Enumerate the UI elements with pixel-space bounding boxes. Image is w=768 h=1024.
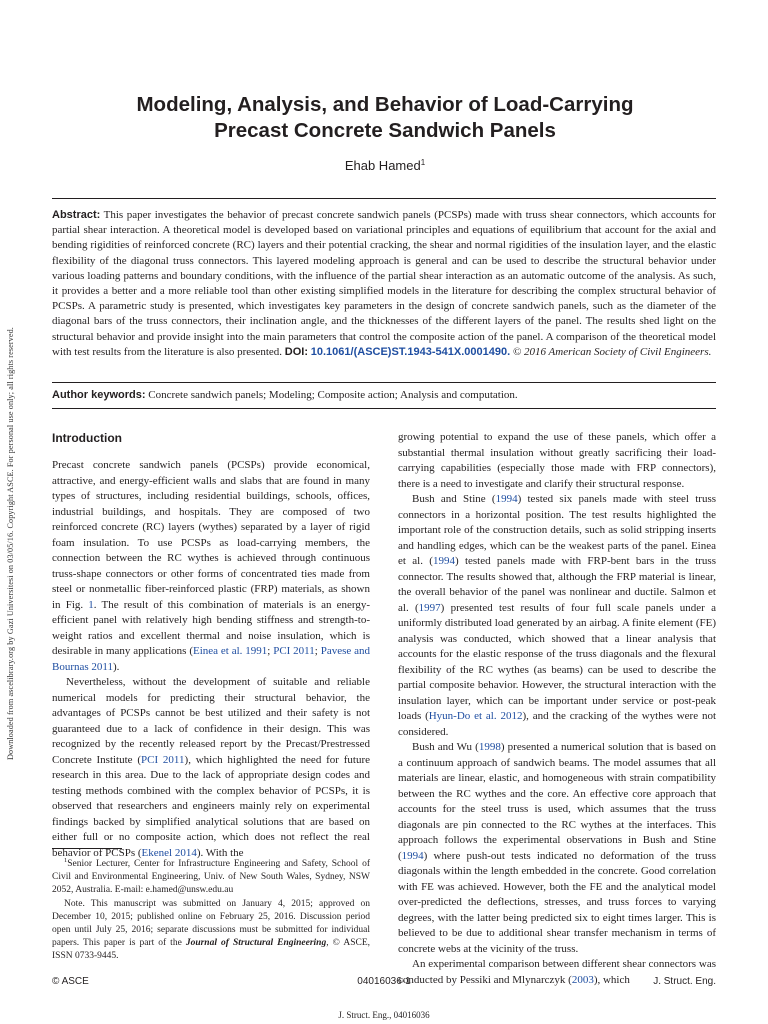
- ref-link[interactable]: PCI 2011: [141, 753, 185, 766]
- abstract-text: This paper investigates the behavior of precast concrete sandwich panels (PCSPs) made with truss shear connectors, which accounts for partial shear interaction. A theoretical model is developed based on variational principles and equations of equilibrium that account for the axial and bending rigidities of reinforced concrete (RC) layers and their potential cracking, the shear and normal rigidities of the insulation layer, and the elastic flexibility of the diagonal truss connectors. This layered modeling approach is general and can be used to describe the structural behavior under various loading patterns and boundary conditions, with the influence of the partial shear interaction as an automatic outcome of the analysis. As such, it provides a better and a more reliable tool than other existing simplified models in the literature for describing the complex structural behavior of PCSPs. A parametric study is presented, which investigates key parameters in the design of concrete sandwich panels, such as the diameter of the diagonal bars of the truss connectors, their inclination angle, and the thicknesses of the different layers of the panel. The results shed light on the structural behavior and provide insight into the main parameters that control the composite action of the panel. A comparison of the theoretical model with test results from the literature is also presented.: [52, 209, 716, 358]
- submission-note: Note. This manuscript was submitted on January 4, 2015; approved on December 10, 2015; published online on February 25, 2016. Discussion period open until July 25, 2016; separate discussions must be submitted for individual papers. This paper is part of the Journal of Structural Engineering, © ASCE, ISSN 0733-9445.: [52, 898, 371, 962]
- author-line: [60, 158, 710, 173]
- keywords-bottom-rule: [52, 408, 716, 409]
- footer-article-number: 04016036-1: [357, 976, 411, 987]
- author-name: Ehab Hamed: [344, 158, 421, 173]
- author-footnote-marker: 1: [420, 158, 426, 167]
- title-line-2: Precast Concrete Sandwich Panels: [214, 119, 556, 142]
- download-notice: [6, 250, 20, 760]
- download-notice-text: Downloaded from ascelibrary.org by Gazi Universitesi on 03/05/16. Copyright ASCE. For personal use only; all rights reserved.: [6, 327, 15, 760]
- bottom-citation: J. Struct. Eng., 04016036: [338, 1010, 430, 1020]
- page-footer: [52, 973, 716, 990]
- journal-name: Journal of Structural Engineering: [185, 938, 327, 949]
- footnote-rule: [52, 848, 122, 849]
- abstract-block: [52, 208, 716, 360]
- introduction-heading: Introduction: [52, 431, 122, 445]
- right-paragraph-1: growing potential to expand the use of these panels, which offer a substantial thermal insulation without greatly sacrificing their load-carrying capabilities (especially those made with FRP connectors), there is a need to investigate and clarify their structural response.: [398, 431, 716, 490]
- paper-title: [60, 92, 710, 144]
- right-paragraph-2: Bush and Stine (1994) tested six panels made with steel truss connectors in a horizontal position. The test results highlighted the important role of the construction details, such as solid stripping inserts and handling edges, which can be the weakest parts of the panel. Einea et al. (1994) tested panels made with FRP-bent bars in the truss connector. The results showed that, although the FRP material is linear, the overall behavior of the panel was nonlinear and ductile. Salmon et al. (1997) presented test results of four full scale panels under a uniformly distributed load generated by an airbag. A finite element (FE) analysis was conducted, which showed that a linear analysis that accounts for the elastic response of the truss diagonals and the flexural flexibility of the RC wythes (as beams) can be used to describe the partial composite behavior. However, the structural interaction with the insulation layer, which can be important under service or post-peak loads (Hyun-Do et al. 2012), and the cracking of the wythes were not considered.: [398, 493, 717, 738]
- ref-link[interactable]: Pavese and Bournas 2011: [52, 645, 371, 673]
- ref-link[interactable]: Hyun-Do et al. 2012: [428, 710, 523, 722]
- author-affiliation: $^1$Senior Lecturer, Center for Infrastructure Engineering and Safety, School of Civil and Environmental Engineering, Univ. of New South Wales, Sydney, NSW 2052, Australia. E-mail: e.hamed@unsw.edu.au: [52, 857, 370, 896]
- ref-link[interactable]: PCI 2011: [273, 645, 315, 657]
- title-line-1: Modeling, Analysis, and Behavior of Load-Carrying: [136, 93, 634, 116]
- doi-link[interactable]: 10.1061/(ASCE)ST.1943-541X.0001490.: [310, 345, 511, 358]
- abstract-label: Abstract:: [52, 209, 101, 221]
- ref-year-link[interactable]: 1994: [495, 493, 518, 505]
- ref-year-link[interactable]: 2003: [571, 973, 594, 986]
- abstract-top-rule: [52, 198, 716, 199]
- ref-year-link[interactable]: 1997: [418, 601, 441, 614]
- intro-paragraph-1: Precast concrete sandwich panels (PCSPs) provide economical, attractive, and energy-efficient walls and slabs that are found in many types of structures, including residential buildings, schools, offices, industrial buildings, and hospitals. They are composed of two reinforced concrete (RC) layers (wythes) separated by a layer of rigid foam insulation. To use PCSPs as load-carrying members, the connection between the RC wythes is achieved through continuous truss-shape connectors or other forms of concentrated ties made from steel or nonmetallic fiber-reinforced plastic (FRP) materials, as shown in Fig. 1. The result of this combination of materials is an energy-efficient panel with relatively high bending stiffness and strength-to-weight ratios and excellent thermal and noise insulation, which is desirable in many applications (Einea et al. 1991; PCI 2011; Pavese and Bournas 2011).: [52, 459, 371, 673]
- ref-link[interactable]: Ekenel 2014: [141, 846, 197, 859]
- keywords-text: Concrete sandwich panels; Modeling; Composite action; Analysis and computation.: [148, 389, 518, 401]
- ref-link[interactable]: Einea et al. 1991: [192, 645, 268, 657]
- footnote-block: [52, 854, 370, 964]
- right-paragraph-3: Bush and Wu (1998) presented a numerical solution that is based on a continuum approach of sandwich beams. The model assumes that all materials are linear, elastic, and homogeneous with strain compatibility between the RC wythes and the core. An effective core approach that accounts for the steel truss is used, which assumes that the truss diagonals are pin connected to the RC wythes at the interfaces. This approach follows the experimental observations in Bush and Stine (1994) where push-out tests indicated no deformation of the truss diagonals within the length embedded in the concrete. Good correlation with FE was achieved. However, both the FE and the analytical model over-predicted the deflections, stresses, and truss forces to varying degrees, with the latter being predicted six to eight times larger. This is believed to be due to additional shear transfer mechanism in terms of concrete webs at the vicinity of the truss.: [398, 741, 716, 955]
- keywords-block: [52, 388, 716, 403]
- ref-year-link[interactable]: 1994: [432, 555, 455, 567]
- footer-publisher: © ASCE: [52, 976, 89, 987]
- ref-year-link[interactable]: 1994: [401, 849, 424, 862]
- keywords-top-rule: [52, 382, 716, 383]
- footer-journal: J. Struct. Eng.: [653, 976, 716, 987]
- right-paragraph-4: An experimental comparison between different shear connectors was conducted by Pessiki and Mlynarczyk (2003), which: [398, 958, 716, 986]
- ref-year-link[interactable]: 1998: [478, 741, 501, 753]
- right-column: [398, 430, 716, 988]
- figure-link[interactable]: 1: [88, 598, 94, 611]
- keywords-label: Author keywords:: [52, 389, 146, 401]
- left-column: [52, 430, 370, 861]
- doi-label: DOI:: [284, 345, 309, 358]
- copyright-notice: © 2016 American Society of Civil Engineers.: [512, 345, 712, 358]
- intro-paragraph-2: Nevertheless, without the development of suitable and reliable numerical models for predicting their structural behavior, the advantages of PCSPs cannot be best utilized and their safety is not guaranteed due to a lack of confidence in their design. This was recognized by the recently released report by the Precast/Prestressed Concrete Institute (PCI 2011), which highlighted the need for future research in this area. Due to the lack of appropriate design codes and testing methods combined with the complex behavior of PCSPs, it is observed that researchers and engineers mainly rely on experimental findings backed by simplified analytical solutions that are based on either full or no composite action, which does not reflect the real behavior of PCSPs (Ekenel 2014). With the: [52, 676, 370, 859]
